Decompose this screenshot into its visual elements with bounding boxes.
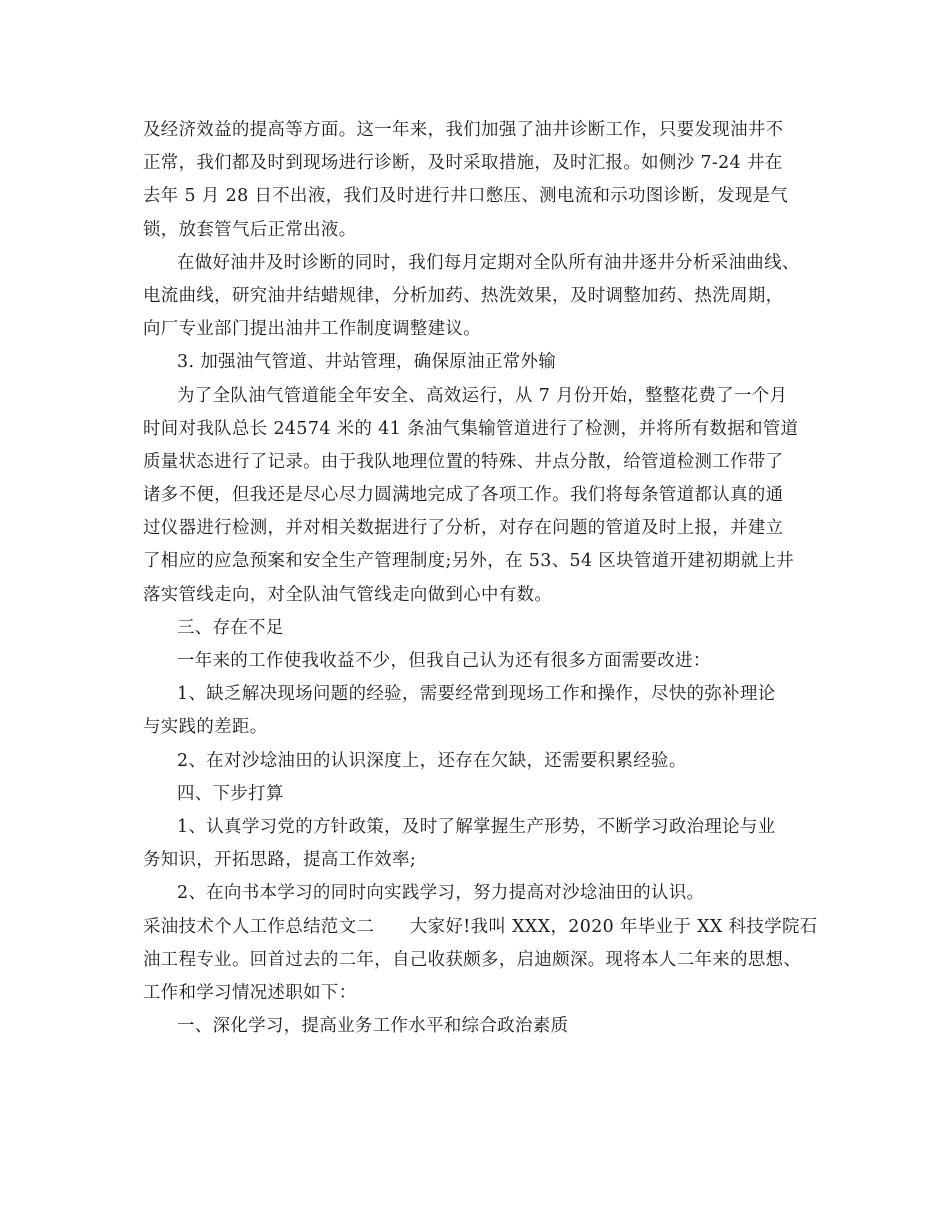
body-line: 采油技术个人工作总结范文二 大家好!我叫 XXX，2020 年毕业于 XX 科技学院石 (143, 916, 818, 937)
body-line: 质量状态进行了记录。由于我队地理位置的特殊、井点分散，给管道检测工作带了 (143, 451, 784, 472)
body-line: 去年 5 月 28 日不出液，我们及时进行井口憋压、测电流和示功图诊断，发现是气 (143, 186, 789, 207)
list-item-line: 2、在对沙埝油田的认识深度上，还存在欠缺，还需要积累经验。 (177, 750, 687, 771)
body-line: 诸多不便，但我还是尽心尽力圆满地完成了各项工作。我们将每条管道都认真的通 (143, 485, 784, 506)
body-line: 电流曲线，研究油井结蜡规律，分析加药、热洗效果，及时调整加药、热洗周期， (143, 285, 784, 306)
body-line: 向厂专业部门提出油井工作制度调整建议。 (143, 319, 482, 340)
paragraph-start-line: 为了全队油气管道能全年安全、高效运行，从 7 月份开始，整整花费了一个月 (177, 385, 788, 406)
section-heading: 四、下步打算 (177, 783, 284, 804)
list-item-line: 1、缺乏解决现场问题的经验，需要经常到现场工作和操作，尽快的弥补理论 (177, 684, 776, 705)
body-line: 了相应的应急预案和安全生产管理制度;另外，在 53、54 区块管道开建初期就上井 (143, 551, 795, 572)
body-line: 锁，放套管气后正常出液。 (143, 219, 357, 240)
section-heading: 一、深化学习，提高业务工作水平和综合政治素质 (177, 1016, 569, 1037)
paragraph-start-line: 一年来的工作使我收益不少，但我自己认为还有很多方面需要改进： (177, 651, 711, 671)
document-body (143, 114, 818, 1043)
body-line: 过仪器进行检测，并对相关数据进行了分析，对存在问题的管道及时上报，并建立 (143, 518, 784, 539)
body-line: 务知识，开拓思路，提高工作效率; (143, 850, 417, 871)
list-item-line: 1、认真学习党的方针政策，及时了解掌握生产形势，不断学习政治理论与业 (177, 816, 776, 837)
body-line: 落实管线走向，对全队油气管线走向做到心中有数。 (143, 584, 553, 605)
body-line: 及经济效益的提高等方面。这一年来，我们加强了油井诊断工作，只要发现油井不 (143, 120, 784, 140)
body-line: 与实践的差距。 (143, 717, 268, 738)
section-heading: 3. 加强油气管道、井站管理，确保原油正常外输 (177, 352, 557, 373)
paragraph-start-line: 在做好油井及时诊断的同时，我们每月定期对全队所有油井逐井分析采油曲线、 (177, 252, 800, 273)
body-line: 油工程专业。回首过去的二年，自己收获颇多，启迪颇深。现将本人二年来的思想、 (143, 949, 802, 970)
body-line: 时间对我队总长 24574 米的 41 条油气集输管道进行了检测，并将所有数据和管道 (143, 418, 799, 439)
body-line: 正常，我们都及时到现场进行诊断，及时采取措施，及时汇报。如侧沙 7-24 井在 (143, 153, 783, 174)
section-heading: 三、存在不足 (177, 617, 284, 638)
body-line: 工作和学习情况述职如下： (143, 982, 357, 1003)
list-item-line: 2、在向书本学习的同时向实践学习，努力提高对沙埝油田的认识。 (177, 883, 705, 904)
